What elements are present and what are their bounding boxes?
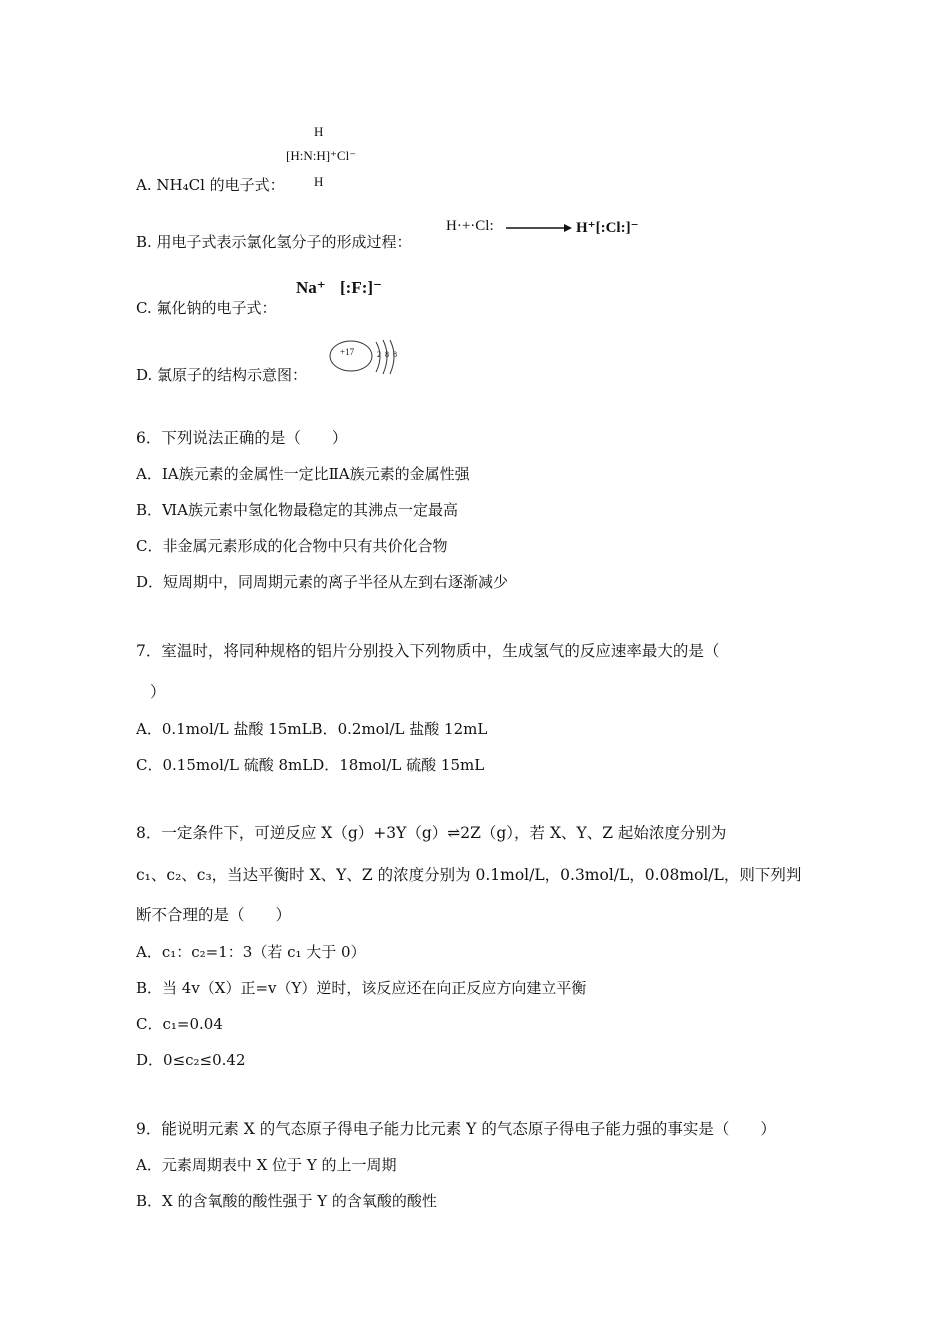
option-5d: D. 氯原子的结构示意图： (136, 366, 308, 384)
q8-stem-line3: 断不合理的是（ ） (136, 906, 292, 924)
nucleus-charge: +17 (340, 347, 355, 357)
q7-options-cd: C．0.15mol/L 硫酸 8mLD．18mol/L 硫酸 15mL (136, 756, 485, 774)
hcl-product: H⁺[:Cl:]⁻ (576, 220, 639, 236)
q6-stem: 6．下列说法正确的是（ ） (136, 429, 348, 447)
nh4cl-top-h: H (314, 124, 324, 139)
q9-option-b: B．X 的含氧酸的酸性强于 Y 的含氧酸的酸性 (136, 1192, 437, 1210)
q6-option-d: D．短周期中，同周期元素的离子半径从左到右逐渐减少 (136, 573, 509, 591)
q8-option-c: C．c₁=0.04 (136, 1015, 223, 1033)
q6-option-b: B．ⅥA族元素中氢化物最稳定的其沸点一定最高 (136, 501, 458, 519)
option-5a: A. NH₄Cl 的电子式： (136, 176, 285, 194)
q7-stem-line1: 7．室温时，将同种规格的铝片分别投入下列物质中，生成氢气的反应速率最大的是（ (136, 642, 720, 660)
q8-option-b: B．当 4v（X）正=v（Y）逆时，该反应还在向正反应方向建立平衡 (136, 979, 587, 997)
option-5b: B. 用电子式表示氯化氢分子的形成过程： (136, 233, 412, 251)
q9-stem: 9．能说明元素 X 的气态原子得电子能力比元素 Y 的气态原子得电子能力强的事实是（ ） (136, 1120, 776, 1138)
q9-option-a: A．元素周期表中 X 位于 Y 的上一周期 (136, 1156, 397, 1174)
nh4cl-electron-formula (286, 124, 396, 194)
q6-option-a: A．ⅠA族元素的金属性一定比ⅡA族元素的金属性强 (136, 465, 470, 483)
electron-shells: 2 8 8 (377, 350, 398, 359)
q8-option-a: A．c₁：c₂=1：3（若 c₁ 大于 0） (136, 943, 366, 961)
nh4cl-bottom-h: H (314, 174, 324, 189)
hcl-reactants: H·+·Cl: (446, 218, 494, 234)
nh4cl-middle: [H:N:H]⁺Cl⁻ (286, 148, 357, 163)
q8-stem-line2: c₁、c₂、c₃，当达平衡时 X、Y、Z 的浓度分别为 0.1mol/L，0.3mol/L，0.08mol/L，则下列判 (136, 866, 802, 884)
naf-electron-formula (296, 272, 406, 310)
q6-option-c: C．非金属元素形成的化合物中只有共价化合物 (136, 537, 448, 555)
q8-option-d: D．0≤c₂≤0.42 (136, 1051, 246, 1069)
chlorine-atom-structure-diagram (328, 336, 408, 380)
hcl-formation-diagram (446, 212, 656, 246)
naf-cation: Na⁺ (296, 278, 326, 297)
q7-stem-line2: ） (150, 683, 166, 701)
q8-stem-line1: 8．一定条件下，可逆反应 X（g）+3Y（g）⇌2Z（g），若 X、Y、Z 起始浓度分别为 (136, 824, 727, 842)
option-5c: C. 氟化钠的电子式： (136, 299, 277, 317)
naf-anion: [:F:]⁻ (340, 278, 383, 297)
q7-options-ab: A．0.1mol/L 盐酸 15mLB．0.2mol/L 盐酸 12mL (136, 720, 488, 738)
reaction-arrow-icon (506, 220, 572, 236)
